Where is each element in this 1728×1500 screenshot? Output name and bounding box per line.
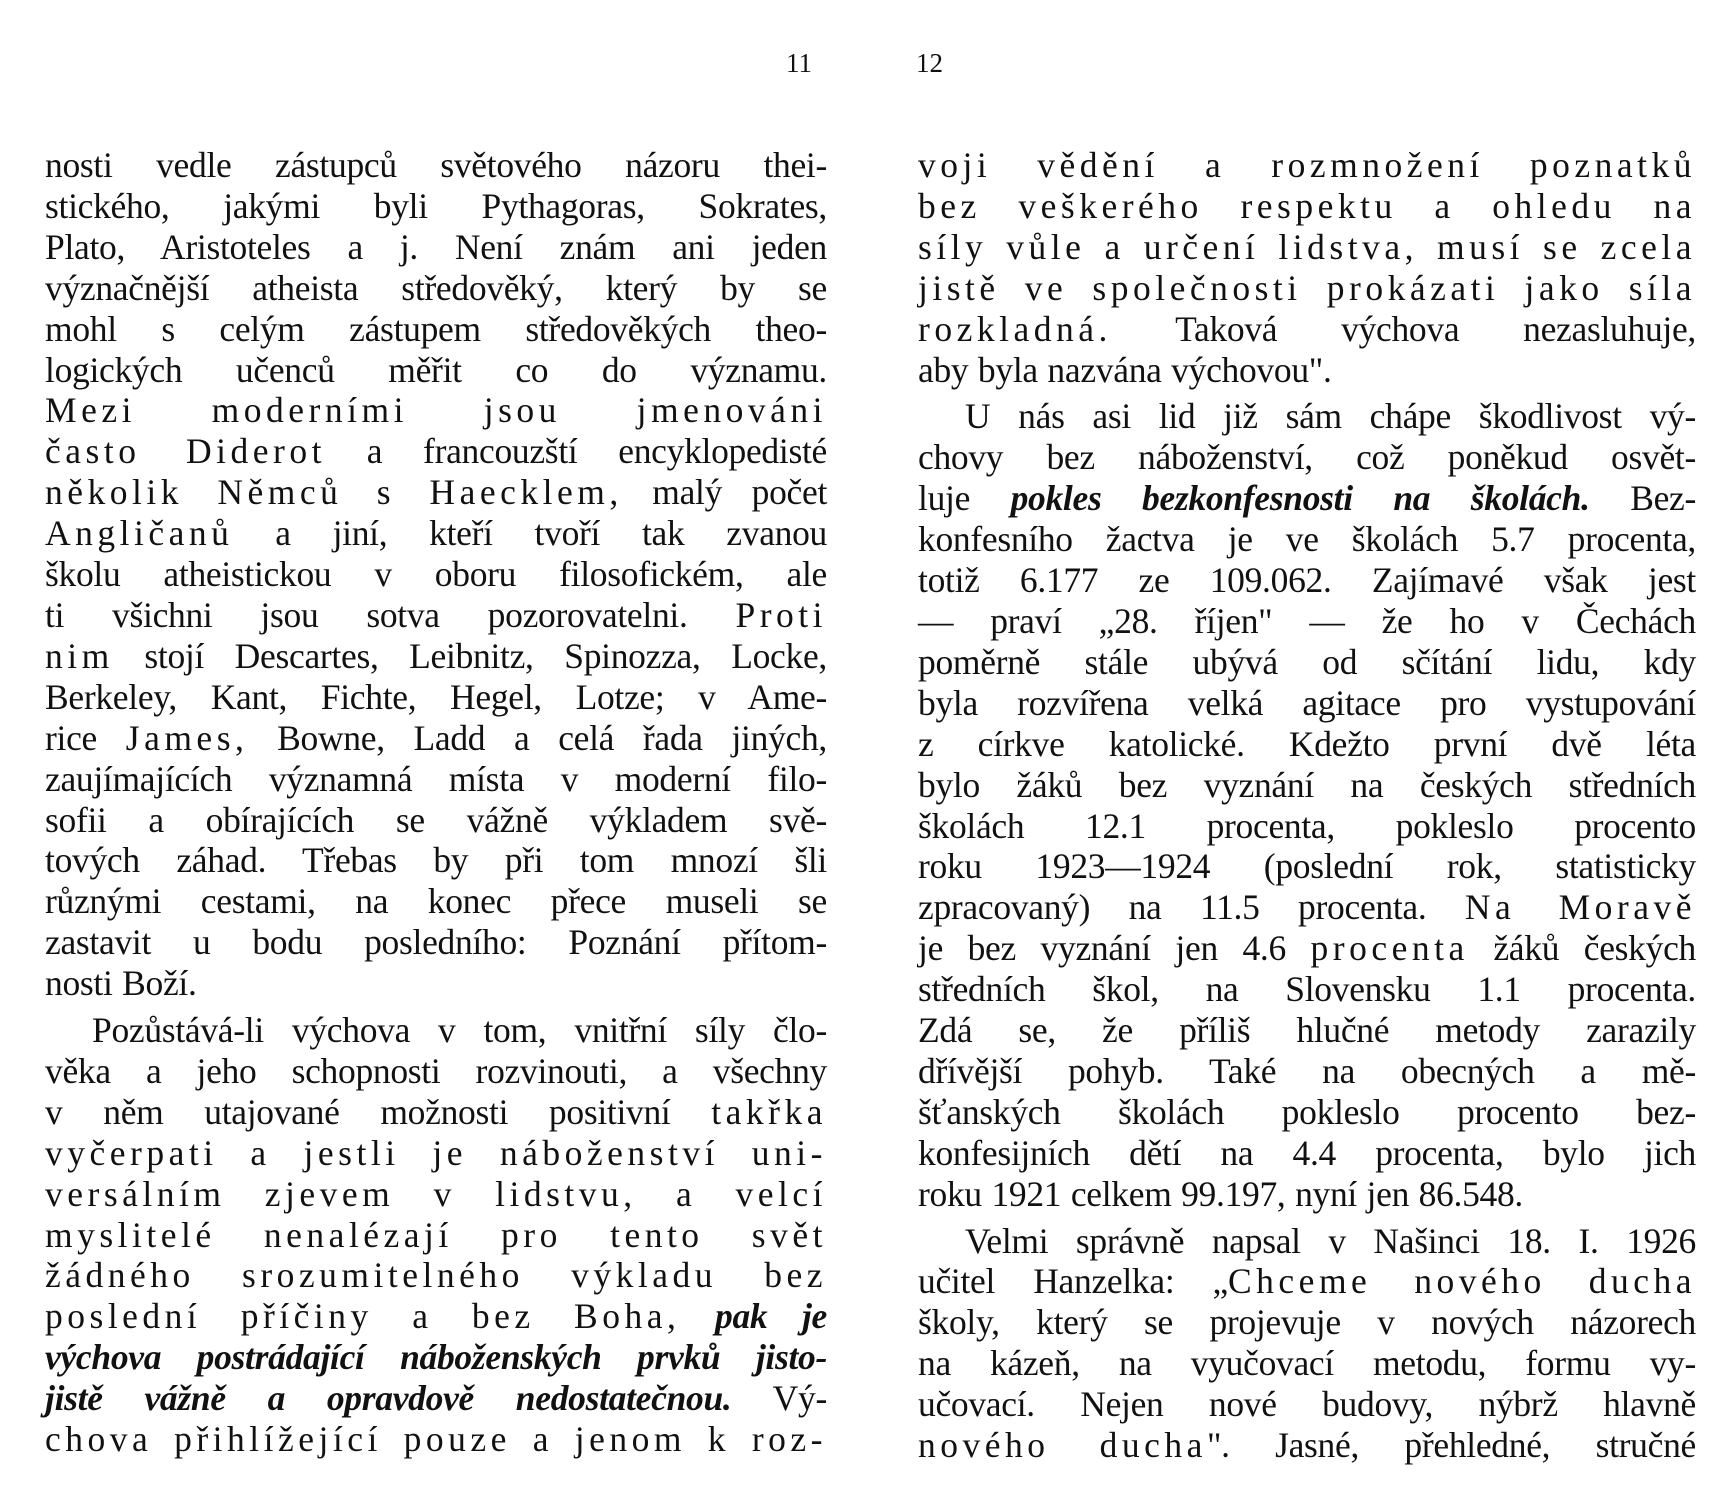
text-run: školu atheistickou v oboru filosofickém, ale	[45, 554, 827, 595]
text-line	[918, 806, 1696, 847]
text-run: Taková výchova nezasluhuje,	[1111, 308, 1696, 349]
text-run: Velmi správně napsal v Našinci 18. I. 1926	[965, 1220, 1696, 1261]
text-run: Berkeley, Kant, Fichte, Hegel, Lotze; v Ame-	[45, 676, 827, 717]
text-line	[45, 800, 827, 841]
text-run: versálním zjevem v lidstvu, a velcí	[45, 1173, 827, 1214]
text-run: luje	[918, 478, 1011, 519]
text-run: Vý-	[731, 1378, 827, 1419]
text-line	[918, 227, 1696, 268]
text-run: chova přihlížející pouze a jenom k roz-	[45, 1419, 827, 1460]
text-run: procenta	[1310, 928, 1469, 969]
text-run: dřívější pohyb. Také na obecných a mě-	[918, 1050, 1696, 1091]
text-run: často Diderot	[45, 431, 326, 472]
text-line	[45, 1337, 827, 1378]
text-run: Mezi moderními jsou jmenováni	[45, 390, 827, 431]
text-run: tových záhad. Třebas by při tom mnozí šli	[45, 840, 827, 881]
text-line	[918, 969, 1696, 1010]
text-line	[45, 431, 827, 472]
text-line	[45, 677, 827, 718]
text-run: Bez-	[1589, 478, 1697, 519]
text-run: žáků českých	[1468, 928, 1696, 969]
text-run: mohl s celým zástupem středověkých theo-	[45, 308, 827, 349]
text-line	[918, 1010, 1696, 1051]
page-number-left: 11	[786, 48, 812, 78]
text-run: stického, jakými byli Pythagoras, Sokrates,	[45, 185, 827, 226]
text-run: poměrně stále ubývá od sčítání lidu, kdy	[918, 641, 1696, 682]
text-run: různými cestami, na konec přece museli se	[45, 881, 827, 922]
text-run: U nás asi lid již sám chápe škodlivost vý-	[965, 396, 1696, 437]
text-line	[45, 840, 827, 881]
text-line	[918, 186, 1696, 227]
text-line	[45, 1092, 827, 1133]
text-run: z církve katolické. Kdežto první dvě léta	[918, 723, 1696, 764]
text-line	[45, 1133, 827, 1174]
text-line	[918, 309, 1696, 350]
text-run: rozkladná.	[918, 308, 1112, 349]
text-line	[45, 1174, 827, 1215]
text-run: učovací. Nejen nové budovy, nýbrž hlavně	[918, 1384, 1696, 1425]
text-run: jistě vážně a opravdově nedostatečnou.	[45, 1378, 732, 1419]
text-run: konfesního žactva je ve školách 5.7 procenta,	[918, 519, 1696, 560]
text-column-right	[918, 145, 1696, 1466]
text-line	[918, 601, 1696, 642]
text-run: bez veškerého respektu a ohledu na	[918, 185, 1696, 226]
text-run: Bowne, Ladd a celá řada jiných,	[248, 717, 828, 758]
text-line	[45, 759, 827, 800]
text-run: vyčerpati a jestli je náboženství uni-	[45, 1132, 827, 1173]
text-line	[45, 350, 827, 391]
text-line	[918, 1133, 1696, 1174]
text-run: nového ducha	[918, 1425, 1207, 1466]
text-run: Plato, Aristoteles a j. Není znám ani jeden	[45, 226, 827, 267]
text-line	[45, 1378, 827, 1419]
text-line	[918, 1384, 1696, 1425]
text-run: školách 12.1 procenta, pokleslo procento	[918, 805, 1696, 846]
text-run: sofii a obírajících se vážně výkladem svě-	[45, 799, 827, 840]
text-run: a francouzští encyklopedisté	[325, 431, 827, 472]
text-run: nosti Boží.	[45, 963, 197, 1004]
text-run: žádného srozumitelného výkladu bez	[45, 1255, 827, 1296]
text-run: malý počet	[622, 472, 828, 513]
text-line	[918, 478, 1696, 519]
text-run: Na Moravě	[1464, 887, 1696, 928]
text-line	[918, 1302, 1696, 1343]
text-line	[45, 268, 827, 309]
text-line	[45, 554, 827, 595]
text-line	[918, 724, 1696, 765]
text-line	[918, 437, 1696, 478]
text-line	[45, 1215, 827, 1256]
text-line	[918, 519, 1696, 560]
text-line	[918, 887, 1696, 928]
text-line	[45, 1010, 827, 1051]
text-run: školy, který se projevuje v nových názorech	[918, 1302, 1696, 1343]
text-run: pak je	[680, 1296, 827, 1337]
text-line	[45, 309, 827, 350]
text-run: na kázeň, na vyučovací metodu, formu vy-	[918, 1343, 1696, 1384]
text-line	[918, 1051, 1696, 1092]
text-line	[918, 1221, 1696, 1262]
text-line	[918, 683, 1696, 724]
text-run: středních škol, na Slovensku 1.1 procenta.	[918, 969, 1696, 1010]
text-line	[918, 145, 1696, 186]
text-run: stojí Descartes, Leibnitz, Spinozza, Locke,	[113, 635, 827, 676]
text-run: zaujímajících významná místa v moderní filo-	[45, 758, 827, 799]
text-run: nim	[45, 635, 114, 676]
text-line	[918, 928, 1696, 969]
text-line	[918, 1343, 1696, 1384]
text-run: ". Jasné, přehledné, stručné	[1206, 1425, 1696, 1466]
text-run: pokles bezkonfesnosti na školách.	[1010, 478, 1590, 519]
text-run: voji vědění a rozmnožení poznatků	[918, 145, 1696, 185]
text-run: učitel Hanzelka: „	[918, 1261, 1228, 1302]
text-run: takřka	[711, 1091, 827, 1132]
text-run: zpracovaný) na 11.5 procenta.	[918, 887, 1465, 928]
text-line	[45, 963, 827, 1004]
text-run: — praví „28. říjen" — že ho v Čechách	[918, 600, 1696, 641]
text-line	[45, 145, 827, 186]
text-run: nosti vedle zástupců světového názoru thei-	[45, 145, 827, 185]
text-run: roku 1921 celkem 99.197, nyní jen 86.548.	[918, 1173, 1524, 1214]
text-run: myslitelé nenalézají pro tento svět	[45, 1214, 827, 1255]
text-run: Proti	[735, 594, 827, 635]
text-line	[918, 1425, 1696, 1466]
text-run: výchova postrádající náboženských prvků jisto-	[45, 1337, 827, 1378]
text-run: Zdá se, že příliš hlučné metody zarazily	[918, 1010, 1696, 1051]
text-line	[918, 1174, 1696, 1215]
text-line	[918, 1092, 1696, 1133]
text-run: síly vůle a určení lidstva, musí se zcela	[918, 226, 1696, 267]
text-line	[45, 1419, 827, 1460]
text-run: a jiní, kteří tvoří tak zvanou	[233, 513, 827, 554]
text-line	[45, 472, 827, 513]
text-run: poslední příčiny a bez Boha,	[45, 1296, 681, 1337]
text-line	[918, 765, 1696, 806]
text-run: je bez vyznání jen 4.6	[918, 928, 1311, 969]
text-run: chovy bez náboženství, což poněkud osvět-	[918, 437, 1696, 478]
text-line	[45, 881, 827, 922]
text-line	[918, 268, 1696, 309]
text-run: Pozůstává-li výchova v tom, vnitřní síly člo-	[92, 1010, 827, 1051]
text-run: rice	[45, 717, 126, 758]
text-line	[45, 1255, 827, 1296]
text-line	[918, 350, 1696, 391]
text-run: logických učenců měřit co do významu.	[45, 349, 827, 390]
text-line	[45, 636, 827, 677]
text-run: James,	[125, 717, 249, 758]
text-run: roku 1923—1924 (poslední rok, statisticky	[918, 846, 1696, 887]
text-run: v něm utajované možnosti positivní	[45, 1091, 712, 1132]
text-run: byla rozvířena velká agitace pro vystupování	[918, 682, 1696, 723]
text-line	[45, 595, 827, 636]
text-run: Angličanů	[45, 513, 234, 554]
text-line	[45, 390, 827, 431]
text-run: několik Němců s Haecklem,	[45, 472, 623, 513]
text-line	[918, 396, 1696, 437]
text-line	[45, 1051, 827, 1092]
text-line	[918, 560, 1696, 601]
text-line	[918, 642, 1696, 683]
text-line	[45, 922, 827, 963]
text-line	[45, 513, 827, 554]
text-line	[45, 227, 827, 268]
text-run: bylo žáků bez vyznání na českých středních	[918, 764, 1696, 805]
text-run: aby byla nazvána výchovou".	[918, 349, 1332, 390]
text-run: ti všichni jsou sotva pozorovatelni.	[45, 594, 736, 635]
text-line	[45, 1296, 827, 1337]
text-line	[918, 846, 1696, 887]
text-line	[918, 1261, 1696, 1302]
text-column-left	[45, 145, 827, 1460]
text-line	[45, 186, 827, 227]
text-run: konfesijních dětí na 4.4 procenta, bylo jich	[918, 1132, 1696, 1173]
text-run: šťanských školách pokleslo procento bez-	[918, 1091, 1696, 1132]
text-run: totiž 6.177 ze 109.062. Zajímavé však jest	[918, 560, 1696, 601]
page-number-right: 12	[916, 48, 943, 78]
text-run: význačnější atheista středověký, který by se	[45, 267, 827, 308]
text-run: zastavit u bodu posledního: Poznání přítom-	[45, 922, 827, 963]
text-run: jistě ve společnosti prokázati jako síla	[918, 267, 1696, 308]
text-line	[45, 718, 827, 759]
text-run: věka a jeho schopnosti rozvinouti, a všechny	[45, 1050, 827, 1091]
text-run: Chceme nového ducha	[1228, 1261, 1696, 1302]
